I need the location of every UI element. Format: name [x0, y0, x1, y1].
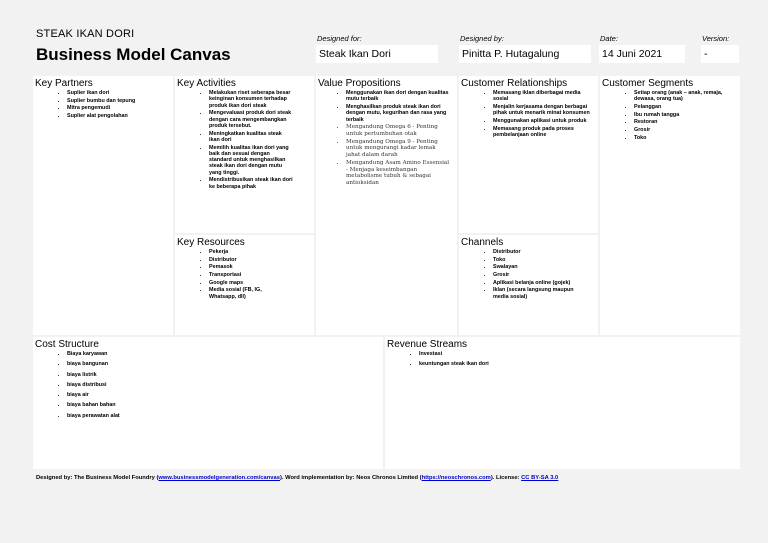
- list-item: • Grosir: [493, 272, 578, 278]
- cost-structure-list: [33, 351, 383, 419]
- customer-relationships-section: [459, 76, 598, 233]
- value-propositions-section: [316, 76, 457, 335]
- list-item: • Melakukan riset seberapa besar keinginan konsumen terhadap produk ikan dori steak: [209, 90, 294, 109]
- footer-link-neoschronos[interactable]: https://neoschronos.com: [421, 475, 491, 481]
- customer-relationships-title: Customer Relationships: [461, 78, 568, 89]
- list-item: • Pemasok: [209, 264, 290, 270]
- list-item: • keuntungan steak ikan dori: [419, 361, 740, 367]
- list-item: • Grosir: [634, 127, 734, 133]
- list-item: • Memilih kualitas ikan dori yang baik dan sesuai dengan standard untuk menghasilkan steak ikan dori dengan mutu yang tinggi.: [209, 145, 294, 176]
- list-item: • Pekerja: [209, 249, 290, 255]
- designed-for-field[interactable]: Steak Ikan Dori: [316, 45, 438, 63]
- footer-license-text: ). License:: [490, 475, 522, 481]
- key-activities-title: Key Activities: [177, 78, 236, 89]
- list-item: • Distributor: [209, 257, 290, 263]
- list-item: • biaya distribusi: [67, 382, 383, 388]
- version-label: Version:: [702, 34, 730, 43]
- list-item: • Setiap orang (anak – anak, remaja, dewasa, orang tua): [634, 90, 734, 103]
- list-item: • biaya air: [67, 392, 383, 398]
- cost-structure-title: Cost Structure: [35, 339, 99, 350]
- list-item: • biaya perawatan alat: [67, 413, 383, 419]
- list-item: • Biaya karyawan: [67, 351, 383, 357]
- list-item: • Mengandung Asam Amino Essensial - Menjaga keseimbangan metabolisme tubuh & sebagai antioksidan: [346, 160, 451, 186]
- list-item: • Menjalin kerjasama dengan berbagai pihak untuk menarik minat konsumen: [493, 104, 592, 117]
- list-item: • Investasi: [419, 351, 740, 357]
- version-field[interactable]: -: [701, 45, 739, 63]
- channels-section: [459, 235, 598, 335]
- list-item: • Google maps: [209, 280, 290, 286]
- value-propositions-list: [316, 90, 457, 186]
- revenue-streams-section: [385, 337, 740, 469]
- list-item: • Transportasi: [209, 272, 290, 278]
- list-item: • Toko: [634, 135, 734, 141]
- date-label: Date:: [600, 34, 618, 43]
- list-item: • biaya listrik: [67, 372, 383, 378]
- list-item: • biaya bahan bahan: [67, 402, 383, 408]
- revenue-streams-title: Revenue Streams: [387, 339, 468, 350]
- footer-middle: ). Word implementation by: Neos Chronos Limited (: [279, 475, 422, 481]
- key-activities-section: [175, 76, 314, 233]
- key-resources-title: Key Resources: [177, 237, 245, 248]
- list-item: • Mengandung Omega 9 - Penting untuk mengurangi kadar lemak jahat dalam darah: [346, 139, 451, 159]
- list-item: • Memasang produk pada proses pembelanjaan online: [493, 126, 592, 139]
- customer-segments-section: [600, 76, 740, 335]
- key-resources-list: [175, 249, 314, 300]
- date-field[interactable]: 14 Juni 2021: [599, 45, 685, 63]
- key-activities-list: [175, 90, 314, 190]
- list-item: • Menggunakan aplikasi untuk produk: [493, 118, 592, 124]
- footer-link-canvas[interactable]: www.businessmodelgeneration.com/canvas: [158, 475, 280, 481]
- list-item: • Menggunakan ikan dori dengan kualitas mutu terbaik: [346, 90, 451, 103]
- footer-prefix: Designed by: The Business Model Foundry (: [36, 475, 159, 481]
- list-item: • Ibu rumah tangga: [634, 112, 734, 118]
- list-item: • Swalayan: [493, 264, 578, 270]
- revenue-streams-list: [385, 351, 740, 368]
- designed-by-field[interactable]: Pinitta P. Hutagalung: [459, 45, 591, 63]
- list-item: • Suplier ikan dori: [67, 90, 173, 96]
- footer-license-link[interactable]: CC BY-SA 3.0: [521, 475, 559, 481]
- channels-list: [459, 249, 598, 300]
- list-item: • Menghasilkan produk steak ikan dori dengan mutu, kegurihan dan rasa yang terbaik: [346, 104, 451, 123]
- list-item: • Distributor: [493, 249, 578, 255]
- list-item: • Iklan (secara langsung maupun media sosial): [493, 287, 578, 300]
- customer-relationships-list: [459, 90, 598, 138]
- list-item: • Media sosial (FB, IG, Whatsapp, dll): [209, 287, 290, 300]
- list-item: • biaya bangunan: [67, 361, 383, 367]
- value-propositions-title: Value Propositions: [318, 78, 401, 89]
- customer-segments-title: Customer Segments: [602, 78, 694, 89]
- list-item: • Pelanggan: [634, 104, 734, 110]
- footer-credits: [36, 475, 558, 481]
- designed-for-label: Designed for:: [317, 34, 362, 43]
- list-item: • Meningkatkan kualitas steak ikan dori: [209, 131, 294, 144]
- designed-by-label: Designed by:: [460, 34, 504, 43]
- list-item: • Mitra pengemudi: [67, 105, 173, 111]
- customer-segments-list: [600, 90, 740, 141]
- list-item: • Mengevaluasi produk dori steak dengan cara mengembangkan produk tersebut.: [209, 110, 294, 129]
- key-resources-section: [175, 235, 314, 335]
- list-item: • Restoran: [634, 119, 734, 125]
- list-item: • Suplier alat pengolahan: [67, 113, 173, 119]
- key-partners-title: Key Partners: [35, 78, 93, 89]
- list-item: • Aplikasi belanja online (gojek): [493, 280, 578, 286]
- key-partners-list: [33, 90, 173, 119]
- key-partners-section: [33, 76, 173, 335]
- list-item: • Mengandung Omega 6 - Penting untuk pertumbuhan otak: [346, 124, 451, 137]
- list-item: • Suplier bumbu dan tepung: [67, 98, 173, 104]
- list-item: • Toko: [493, 257, 578, 263]
- brand-subtitle: STEAK IKAN DORI: [36, 28, 135, 40]
- page-title: Business Model Canvas: [36, 45, 231, 64]
- cost-structure-section: [33, 337, 383, 469]
- channels-title: Channels: [461, 237, 504, 248]
- list-item: • Mendistribusikan steak ikan dori ke beberapa pihak: [209, 177, 294, 190]
- list-item: • Memasang iklan diberbagai media sosial: [493, 90, 592, 103]
